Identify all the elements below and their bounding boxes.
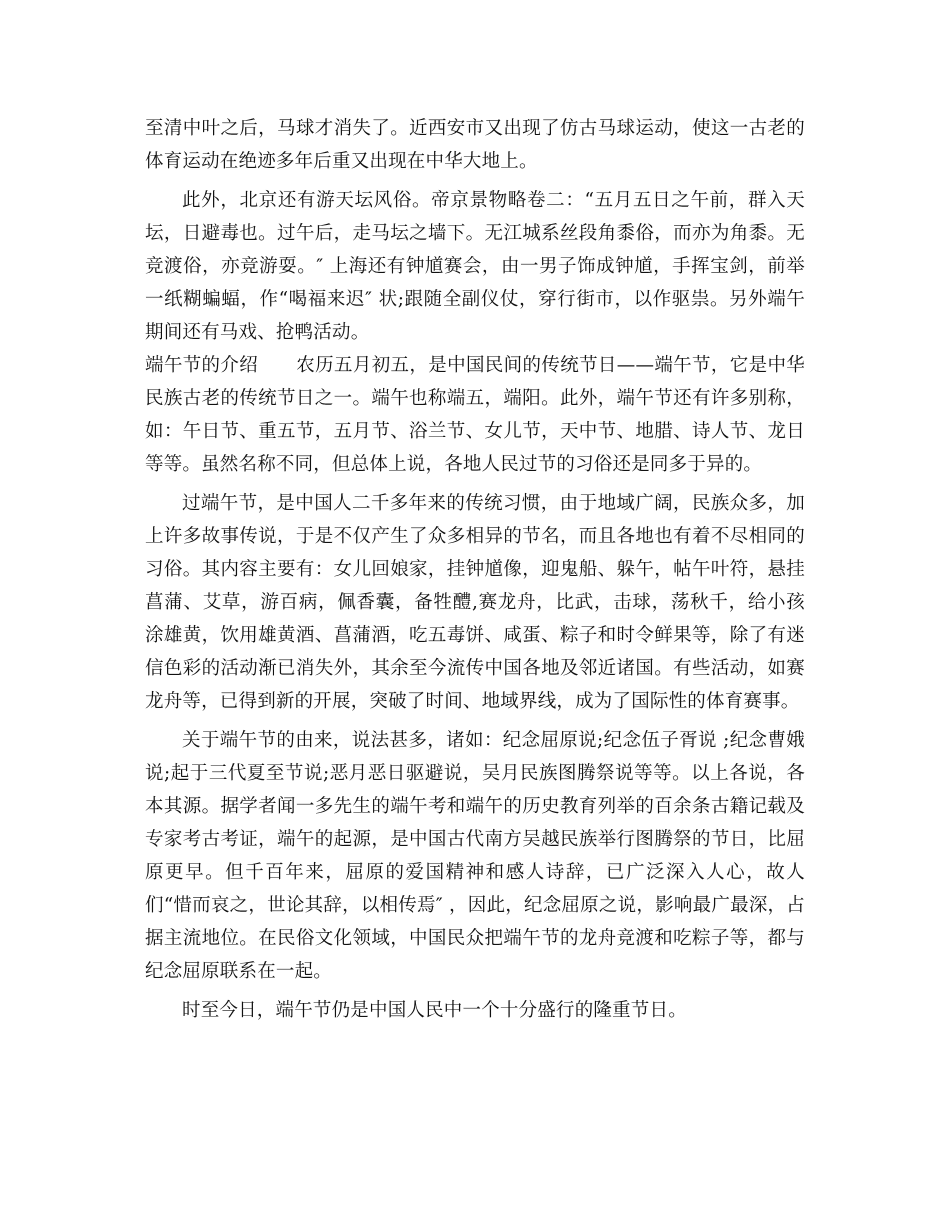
paragraph-today: 时至今日，端午节仍是中国人民中一个十分盛行的隆重节日。 <box>182 1000 687 1021</box>
paragraph-tiantan-custom: 此外，北京还有游天坛风俗。帝京景物略卷二：“五月五日之午前，群入天坛，日避毒也。过午后，走马坛之墙下。无江城系丝段角黍俗，而亦为角黍。无竞渡俗，亦竞游耍。″ 上海还有钟馗赛会，由一男子饰成钟馗，手挥宝剑，前举一纸糊蝙蝠，作“喝福来迟″ 状;跟随全副仪仗，穿行街市，以作驱祟。另外端午期间还有马戏、抢鸭活动。 <box>145 190 805 343</box>
section-heading: 端午节的介绍 <box>145 355 259 376</box>
paragraph-customs: 过端午节，是中国人二千多年来的传统习惯，由于地域广阔，民族众多，加上许多故事传说，于是不仅产生了众多相异的节名，而且各地也有着不尽相同的习俗。其内容主要有：女儿回娘家，挂钟馗像，迎鬼船、躲午，帖午叶符，悬挂菖蒲、艾草，游百病，佩香囊，备牲醴,赛龙舟，比武，击球，荡秋千，给小孩涂雄黄，饮用雄黄酒、菖蒲酒，吃五毒饼、咸蛋、粽子和时令鲜果等，除了有迷信色彩的活动渐已消失外，其余至今流传中国各地及邻近诸国。有些活动，如赛龙舟等，已得到新的开展，突破了时间、地域界线，成为了国际性的体育赛事。 <box>145 493 805 712</box>
paragraph-dragon-boat-intro <box>145 349 805 481</box>
intro-text: 农历五月初五，是中国民间的传统节日——端午节，它是中华民族古老的传统节日之一。端午也称端五，端阳。此外，端午节还有许多别称，如：午日节、重五节，五月节、浴兰节、女儿节，天中节、地腊、诗人节、龙日等等。虽然名称不同，但总体上说，各地人民过节的习俗还是同多于异的。 <box>145 355 806 475</box>
document-body <box>145 112 805 1027</box>
paragraph-origins: 关于端午节的由来，说法甚多，诸如：纪念屈原说;纪念伍子胥说 ;纪念曹娥说;起于三代夏至节说;恶月恶日驱避说，吴月民族图腾祭说等等。以上各说，各本其源。据学者闻一多先生的端午考和端午的历史教育列举的百余条古籍记载及专家考古考证，端午的起源，是中国古代南方吴越民族举行图腾祭的节日，比屈原更早。但千百年来，屈原的爱国精神和感人诗辞，已广泛深入人心，故人们“惜而哀之，世论其辞，以相传焉″ ，因此，纪念屈原之说，影响最广最深，占据主流地位。在民俗文化领域，中国民众把端午节的龙舟竞渡和吃粽子等，都与纪念屈原联系在一起。 <box>145 730 805 982</box>
paragraph-polo-history: 至清中叶之后，马球才消失了。近西安市又出现了仿古马球运动，使这一古老的体育运动在绝迹多年后重又出现在中华大地上。 <box>145 118 805 172</box>
